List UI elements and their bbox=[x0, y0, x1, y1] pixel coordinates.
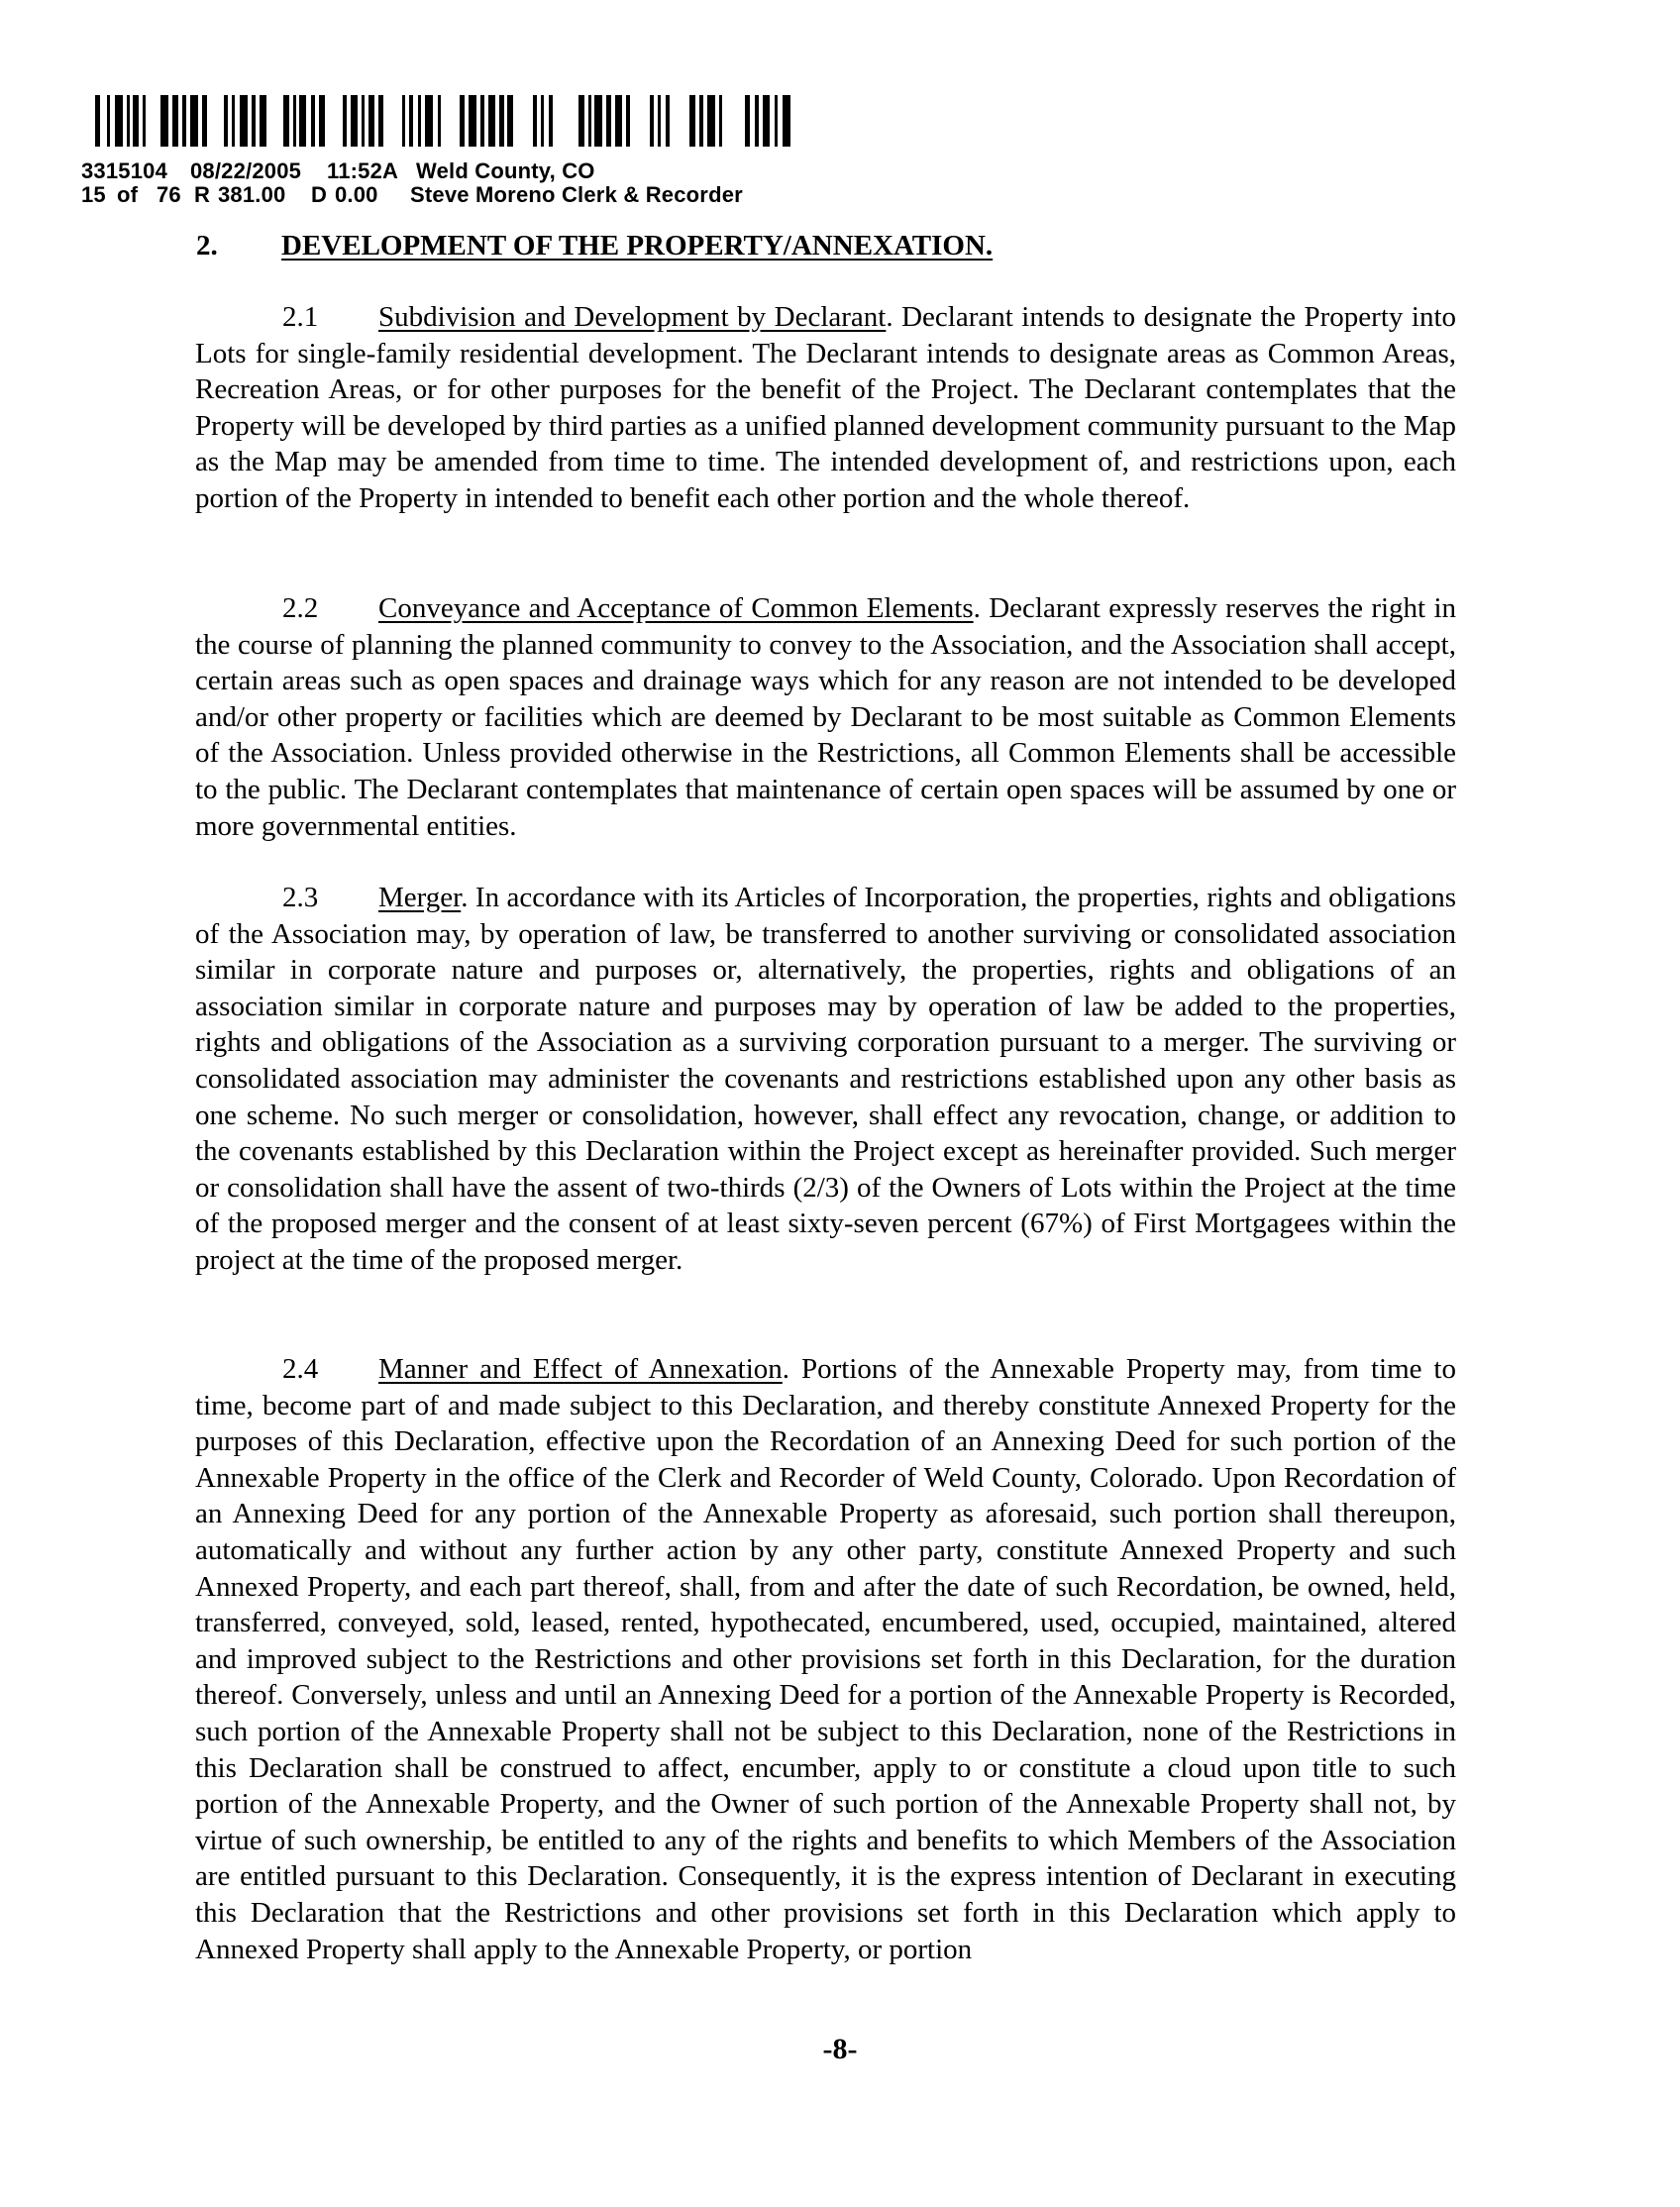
section-title: Manner and Effect of Annexation bbox=[378, 1353, 783, 1385]
article-number: 2. bbox=[196, 230, 218, 262]
section-2-4 bbox=[195, 1351, 1456, 1967]
page-number: -8- bbox=[822, 2033, 858, 2065]
section-title: Conveyance and Acceptance of Common Elements bbox=[378, 592, 974, 624]
recording-fee-label: R bbox=[194, 182, 211, 207]
recording-barcode bbox=[95, 95, 794, 147]
clerk-recorder: Steve Moreno Clerk & Recorder bbox=[410, 182, 743, 207]
article-title: DEVELOPMENT OF THE PROPERTY/ANNEXATION bbox=[281, 230, 986, 262]
section-number: 2.4 bbox=[282, 1353, 319, 1385]
section-2-1 bbox=[195, 299, 1456, 517]
recording-time: 11:52A bbox=[327, 158, 399, 183]
section-body: . Declarant intends to designate the Property into Lots for single-family residential development. The Declarant intends to designate areas as Common Areas, Recreation Areas, or for other purposes for the benefit of the Project. The Declarant contemplates that the Property will be developed by third parties as a unified planned development community pursuant to the Map as the Map may be amended from time to time. The intended development of, and restrictions upon, each portion of the Property in intended to benefit each other portion and the whole thereof. bbox=[195, 301, 1456, 514]
recording-date: 08/22/2005 bbox=[190, 158, 302, 183]
section-body: . In accordance with its Articles of Incorporation, the properties, rights and obligations of the Association may, by operation of law, be transferred to another surviving or consolidated association similar in corporate nature and purposes or, alternatively, the properties, rights and obligations of an association similar in corporate nature and purposes may by operation of law be added to the properties, rights and obligations of the Association as a surviving corporation pursuant to a merger. The surviving or consolidated association may administer the covenants and restrictions established upon any other basis as one scheme. No such merger or consolidation, however, shall effect any revocation, change, or addition to the covenants established by this Declaration within the Project except as hereinafter provided. Such merger or consolidation shall have the assent of two-thirds (2/3) of the Owners of Lots within the Project at the time of the proposed merger and the consent of at least sixty-seven percent (67%) of First Mortgagees within the project at the time of the proposed merger. bbox=[195, 882, 1456, 1276]
article-title-period: . bbox=[985, 230, 994, 262]
recording-info-line-1 bbox=[81, 158, 595, 184]
recording-fee: 381.00 bbox=[218, 182, 286, 207]
documentary-fee: 0.00 bbox=[335, 182, 378, 207]
section-number: 2.3 bbox=[282, 882, 319, 913]
recording-county: Weld County, CO bbox=[416, 158, 595, 183]
section-number: 2.2 bbox=[282, 592, 319, 624]
page-total: 76 bbox=[157, 182, 181, 207]
section-title: Subdivision and Development by Declarant bbox=[378, 301, 887, 333]
section-2-3 bbox=[195, 880, 1456, 1279]
documentary-fee-label: D bbox=[311, 182, 328, 207]
section-title: Merger bbox=[378, 882, 462, 913]
page-index: 15 bbox=[81, 182, 106, 207]
section-body: . Declarant expressly reserves the right in the course of planning the planned community to convey to the Association, and the Association shall accept, certain areas such as open spaces and drainage ways which for any reason are not intended to be developed and/or other property or facilities which are deemed by Declarant to be most suitable as Common Elements of the Association. Unless provided otherwise in the Restrictions, all Common Elements shall be accessible to the public. The Declarant contemplates that maintenance of certain open spaces will be assumed by one or more governmental entities. bbox=[195, 592, 1457, 842]
reception-number: 3315104 bbox=[81, 158, 168, 183]
recording-info-line-2 bbox=[81, 182, 743, 208]
section-number: 2.1 bbox=[282, 301, 319, 333]
page-of-label: of bbox=[117, 182, 139, 207]
section-body: . Portions of the Annexable Property may, from time to time, become part of and made subject to this Declaration, and thereby constitute Annexed Property for the purposes of this Declaration, effective upon the Recordation of an Annexing Deed for such portion of the Annexable Property in the office of the Clerk and Recorder of Weld County, Colorado. Upon Recordation of an Annexing Deed for any portion of the Annexable Property as aforesaid, such portion shall thereupon, automatically and without any further action by any other party, constitute Annexed Property and such Annexed Property, and each part thereof, shall, from and after the date of such Recordation, be owned, held, transferred, conveyed, sold, leased, rented, hypothecated, encumbered, used, occupied, maintained, altered and improved subject to the Restrictions and other provisions set forth in this Declaration, for the duration thereof. Conversely, unless and until an Annexing Deed for a portion of the Annexable Property is Recorded, such portion of the Annexable Property shall not be subject to this Declaration, none of the Restrictions in this Declaration shall be construed to affect, encumber, apply to or constitute a cloud upon title to such portion of the Annexable Property, and the Owner of such portion of the Annexable Property shall not, by virtue of such ownership, be entitled to any of the rights and benefits to which Members of the Association are entitled pursuant to this Declaration. Consequently, it is the express intention of Declarant in executing this Declaration that the Restrictions and other provisions set forth in this Declaration which apply to Annexed Property shall apply to the Annexable Property, or portion bbox=[195, 1353, 1456, 1965]
section-2-2 bbox=[195, 590, 1456, 844]
